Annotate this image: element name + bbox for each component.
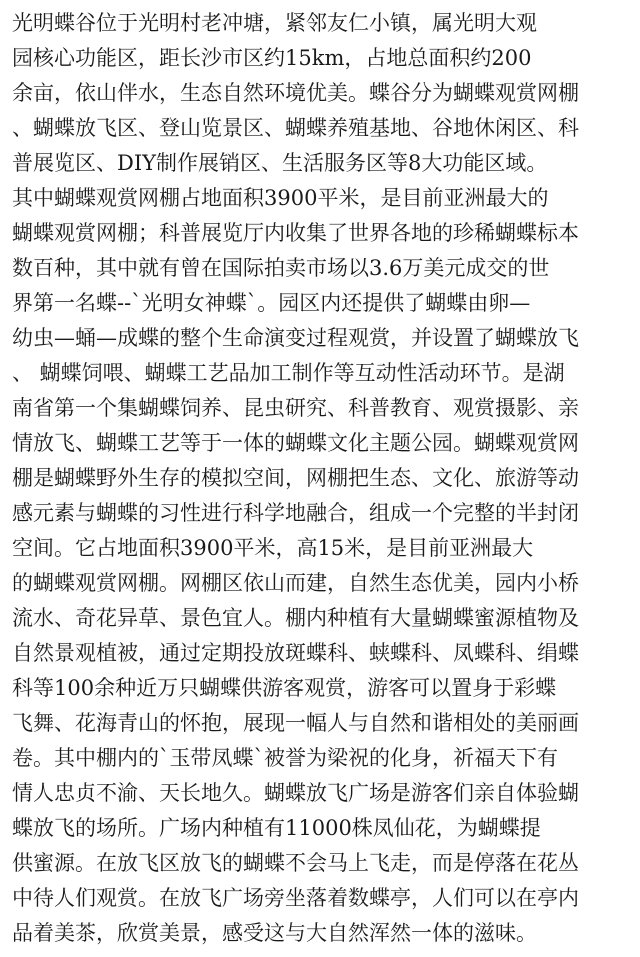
text-line: 界第一名蝶--`光明女神蝶`。园区内还提供了蝴蝶由卵— xyxy=(12,291,531,315)
text-line: 南省第一个集蝴蝶饲养、昆虫研究、科普教育、观赏摄影、亲 xyxy=(12,396,579,420)
text-line: 余亩，依山伴水，生态自然环境优美。蝶谷分为蝴蝶观赏网棚 xyxy=(12,81,579,105)
text-line: 感元素与蝴蝶的习性进行科学地融合，组成一个完整的半封闭 xyxy=(12,501,579,525)
text-line: 情放飞、蝴蝶工艺等于一体的蝴蝶文化主题公园。蝴蝶观赏网 xyxy=(12,431,579,455)
text-line: 、蝴蝶放飞区、登山览景区、蝴蝶养殖基地、谷地休闲区、科 xyxy=(12,116,579,140)
text-line: 供蜜源。在放飞区放飞的蝴蝶不会马上飞走，而是停落在花丛 xyxy=(12,851,579,875)
text-line: 情人忠贞不渝、天长地久。蝴蝶放飞广场是游客们亲自体验蝴 xyxy=(12,781,579,805)
text-line: 普展览区、DIY制作展销区、生活服务区等8大功能区域。 xyxy=(12,151,548,175)
text-line: 蝶放飞的场所。广场内种植有11000株凤仙花，为蝴蝶提 xyxy=(12,816,541,840)
text-line: 、 蝴蝶饲喂、蝴蝶工艺品加工制作等互动性活动环节。是湖 xyxy=(12,361,565,385)
text-line: 蝴蝶观赏网棚；科普展览厅内收集了世界各地的珍稀蝴蝶标本 xyxy=(12,221,579,245)
text-line: 自然景观植被，通过定期投放斑蝶科、蛱蝶科、凤蝶科、绢蝶 xyxy=(12,641,579,665)
text-line: 光明蝶谷位于光明村老冲塘，紧邻友仁小镇，属光明大观 xyxy=(12,11,537,35)
text-line: 园核心功能区，距长沙市区约15km，占地总面积约200 xyxy=(12,46,532,70)
text-line: 品着美茶，欣赏美景，感受这与大自然浑然一体的滋味。 xyxy=(12,921,537,945)
text-line: 科等100余种近万只蝴蝶供游客观赏，游客可以置身于彩蝶 xyxy=(12,676,557,700)
text-line: 飞舞、花海青山的怀抱，展现一幅人与自然和谐相处的美丽画 xyxy=(12,711,579,735)
text-line: 其中蝴蝶观赏网棚占地面积3900平米，是目前亚洲最大的 xyxy=(12,186,549,210)
text-line: 卷。其中棚内的`玉带凤蝶`被誉为梁祝的化身，祈福天下有 xyxy=(12,746,558,770)
text-line: 中待人们观赏。在放飞广场旁坐落着数蝶亭，人们可以在亭内 xyxy=(12,886,579,910)
text-line: 幼虫—蛹—成蝶的整个生命演变过程观赏，并设置了蝴蝶放飞 xyxy=(12,326,579,350)
text-line: 空间。它占地面积3900平米，高15米，是目前亚洲最大 xyxy=(12,536,534,560)
text-line: 的蝴蝶观赏网棚。网棚区依山而建，自然生态优美，园内小桥 xyxy=(12,571,579,595)
text-line: 数百种，其中就有曾在国际拍卖市场以3.6万美元成交的世 xyxy=(12,256,550,280)
text-line: 流水、奇花异草、景色宜人。棚内种植有大量蝴蝶蜜源植物及 xyxy=(12,606,579,630)
text-line: 棚是蝴蝶野外生存的模拟空间，网棚把生态、文化、旅游等动 xyxy=(12,466,579,490)
